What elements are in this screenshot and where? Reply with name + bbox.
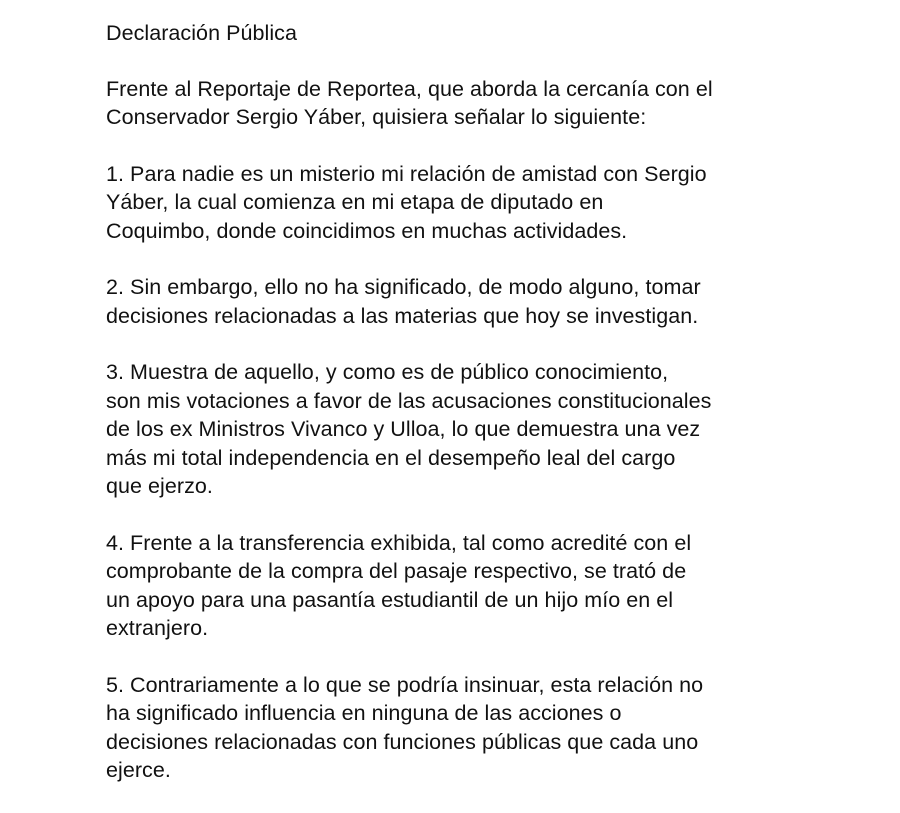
text-line: Frente al Reportaje de Reportea, que aborda la cercanía con el (106, 76, 713, 101)
text-line: más mi total independencia en el desempeño leal del cargo (106, 445, 676, 470)
text-line: ha significado influencia en ninguna de las acciones o (106, 701, 622, 725)
text-line: 3. Muestra de aquello, y como es de público conocimiento, (106, 360, 669, 384)
text-line: un apoyo para una pasantía estudiantil de un hijo mío en el (106, 587, 674, 612)
text-line: decisiones relacionadas a las materias que hoy se investigan. (106, 303, 699, 328)
text-line: 4. Frente a la transferencia exhibida, tal como acredité con el (106, 530, 692, 555)
text-line: comprobante de la compra del pasaje respectivo, se trató de (106, 559, 687, 583)
document (106, 19, 826, 813)
text-line: que ejerzo. (106, 474, 213, 498)
text-line: de los ex Ministros Vivanco y Ulloa, lo que demuestra una vez (106, 417, 701, 441)
text-line: 2. Sin embargo, ello no ha significado, de modo alguno, tomar (106, 275, 701, 299)
text-line: 5. Contrariamente a lo que se podría insinuar, esta relación no (106, 672, 704, 697)
text-line: extranjero. (106, 616, 209, 640)
paragraph-point-1 (106, 160, 826, 246)
document-title: Declaración Pública (106, 21, 297, 45)
text-line: Conservador Sergio Yáber, quisiera señalar lo siguiente: (106, 105, 647, 129)
paragraph-intro (106, 75, 826, 132)
paragraph-point-2 (106, 273, 826, 330)
text-line: Coquimbo, donde coincidimos en muchas actividades. (106, 218, 628, 243)
text-line: son mis votaciones a favor de las acusaciones constitucionales (106, 388, 712, 413)
text-line: ejerce. (106, 758, 171, 782)
text-line: Yáber, la cual comienza en mi etapa de diputado en (106, 190, 604, 214)
paragraph-point-4 (106, 529, 826, 643)
text-line: 1. Para nadie es un misterio mi relación de amistad con Sergio (106, 161, 707, 186)
paragraph-point-5 (106, 671, 826, 785)
paragraph-point-3 (106, 358, 826, 501)
text-line: decisiones relacionadas con funciones públicas que cada uno (106, 729, 699, 754)
